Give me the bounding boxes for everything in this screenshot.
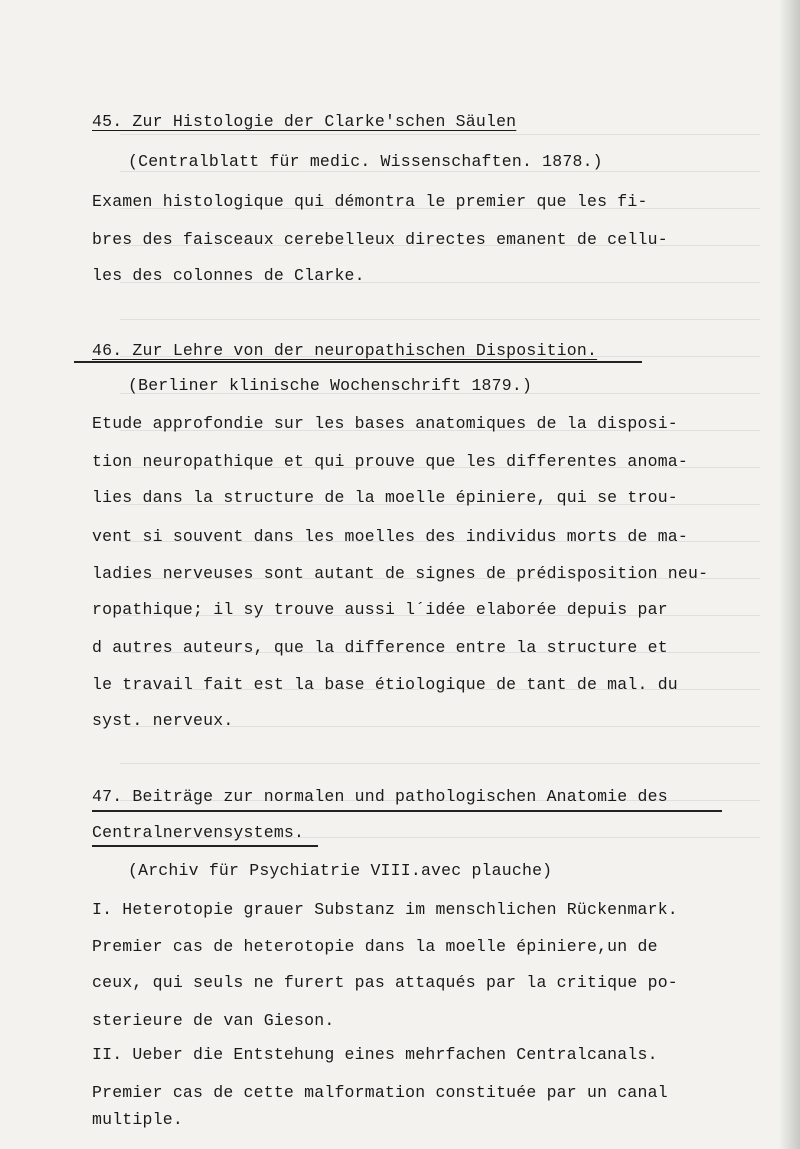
section-45-body-line: les des colonnes de Clarke.	[92, 266, 365, 285]
section-47-underline	[92, 810, 722, 812]
section-47-body-line: I. Heterotopie grauer Substanz im menschlichen Rückenmark.	[92, 900, 678, 919]
section-47-body-line: sterieure de van Gieson.	[92, 1011, 335, 1030]
section-46-source: (Berliner klinische Wochenschrift 1879.)	[128, 376, 533, 395]
section-45-body-line: Examen histologique qui démontra le premier que les fi-	[92, 192, 648, 211]
section-46-body-line: d autres auteurs, que la difference entre la structure et	[92, 638, 668, 657]
section-46-body-line: le travail fait est la base étiologique de tant de mal. du	[92, 675, 678, 694]
section-47-heading-line: Centralnervensystems.	[92, 823, 305, 842]
section-47-heading-line: 47. Beiträge zur normalen und pathologischen Anatomie des	[92, 787, 668, 806]
section-47-source: (Archiv für Psychiatrie VIII.avec plauche)	[128, 861, 553, 880]
section-46-body-line: ropathique; il sy trouve aussi l´idée elaborée depuis par	[92, 600, 668, 619]
section-45-body-line: bres des faisceaux cerebelleux directes emanent de cellu-	[92, 230, 668, 249]
section-46-body-line: tion neuropathique et qui prouve que les differentes anoma-	[92, 452, 688, 471]
section-46-body-line: lies dans la structure de la moelle épiniere, qui se trou-	[92, 488, 678, 507]
section-46-body-line: syst. nerveux.	[92, 711, 234, 730]
section-45-source: (Centralblatt für medic. Wissenschaften. 1878.)	[128, 152, 603, 171]
section-47-body-line: Premier cas de heterotopie dans la moelle épiniere,un de	[92, 937, 658, 956]
section-47-underline	[92, 845, 318, 847]
section-45-heading: 45. Zur Histologie der Clarke'schen Säulen	[92, 112, 517, 131]
page-edge-shadow	[778, 0, 800, 1149]
section-46-body-line: vent si souvent dans les moelles des individus morts de ma-	[92, 527, 688, 546]
section-46-body-line: ladies nerveuses sont autant de signes de prédisposition neu-	[92, 564, 709, 583]
section-47-body-line: II. Ueber die Entstehung eines mehrfachen Centralcanals.	[92, 1045, 658, 1064]
section-46-heading: 46. Zur Lehre von der neuropathischen Disposition.	[92, 341, 598, 360]
section-47-body-line: ceux, qui seuls ne furert pas attaqués par la critique po-	[92, 973, 678, 992]
section-47-body-line: Premier cas de cette malformation constituée par un canal	[92, 1083, 668, 1102]
section-46-body-line: Etude approfondie sur les bases anatomiques de la disposi-	[92, 414, 678, 433]
section-47-body-line: multiple.	[92, 1110, 183, 1129]
section-46-underline	[74, 361, 642, 363]
